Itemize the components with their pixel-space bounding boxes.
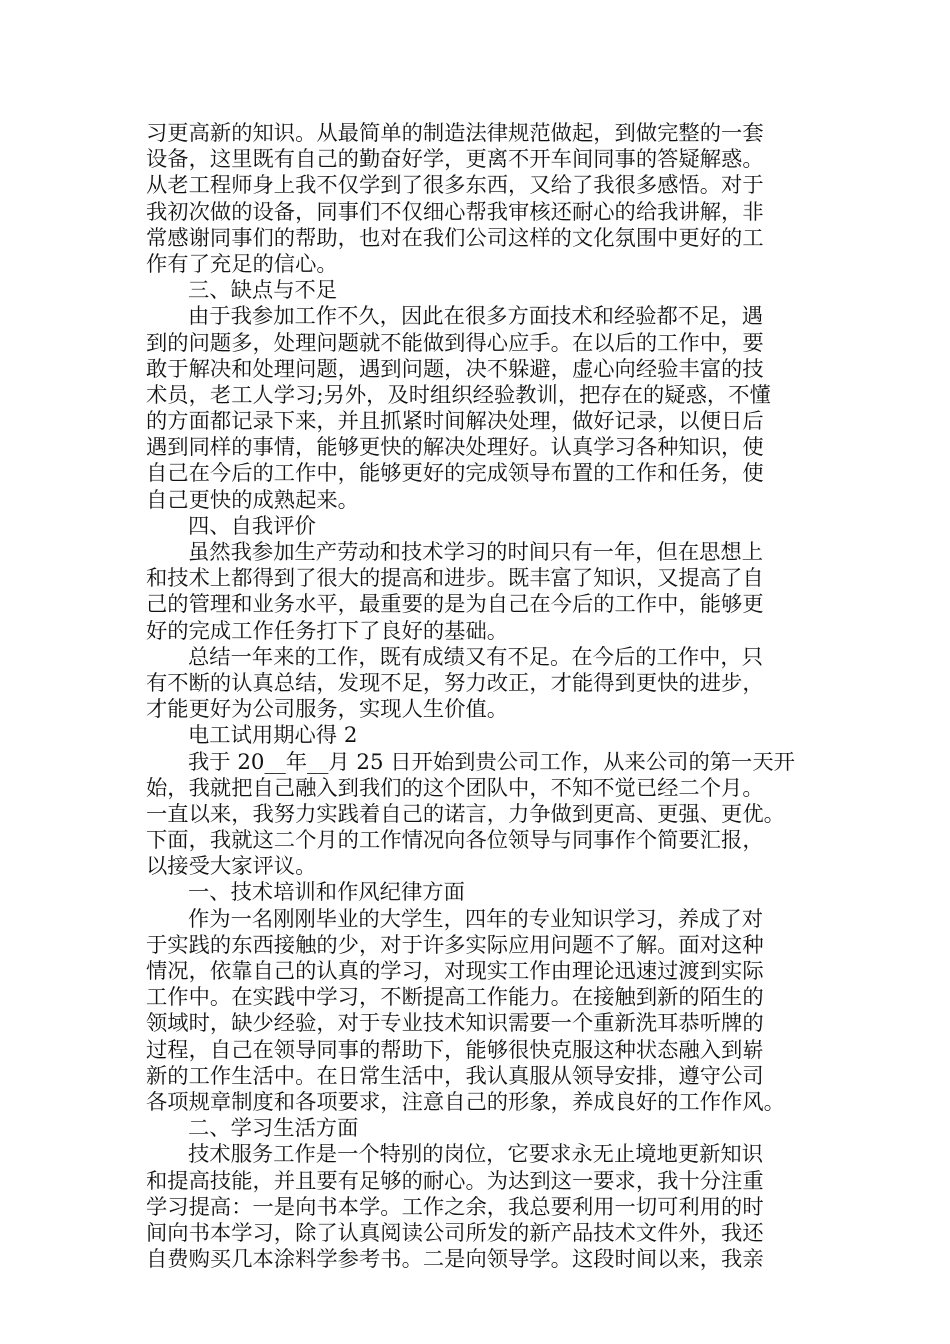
document-page (146, 121, 826, 1273)
text-line: 我于 20__年__月 25 日开始到贵公司工作，从来公司的第一天开 (188, 749, 795, 775)
text-line: 工作中。在实践中学习，不断提高工作能力。在接触到新的陌生的 (146, 985, 764, 1011)
text-line: 虽然我参加生产劳动和技术学习的时间只有一年，但在思想上 (188, 540, 764, 565)
text-line: 领域时，缺少经验，对于专业技术知识需要一个重新洗耳恭听牌的 (146, 1011, 764, 1037)
text-line: 过程，自己在领导同事的帮助下，能够很快克服这种状态融入到崭 (146, 1037, 764, 1063)
text-line: 有不断的认真总结，发现不足，努力改正，才能得到更快的进步， (146, 670, 764, 696)
text-line: 和技术上都得到了很大的提高和进步。既丰富了知识，又提高了自 (146, 566, 764, 592)
text-line: 好的完成工作任务打下了良好的基础。 (146, 618, 509, 644)
text-line: 于实践的东西接触的少，对于许多实际应用问题不了解。面对这种 (146, 932, 764, 958)
text-line: 由于我参加工作不久，因此在很多方面技术和经验都不足，遇 (188, 304, 764, 330)
text-line: 学习提高：一是向书本学。工作之余，我总要利用一切可利用的时 (146, 1194, 764, 1220)
section-heading: 三、缺点与不足 (188, 278, 338, 304)
text-line: 下面，我就这二个月的工作情况向各位领导与同事作个简要汇报， (146, 828, 764, 854)
text-line: 己的管理和业务水平，最重要的是为自己在今后的工作中，能够更 (146, 592, 764, 618)
text-line: 遇到同样的事情，能够更快的解决处理好。认真学习各种知识，使 (146, 435, 764, 461)
section-heading: 二、学习生活方面 (188, 1116, 359, 1142)
text-line: 自己在今后的工作中，能够更好的完成领导布置的工作和任务，使 (146, 461, 764, 487)
text-line: 以接受大家评议。 (146, 854, 317, 880)
text-line: 习更高新的知识。从最简单的制造法律规范做起，到做完整的一套 (146, 121, 764, 146)
section-heading: 四、自我评价 (188, 513, 316, 539)
text-line: 新的工作生活中。在日常生活中，我认真服从领导安排，遵守公司 (146, 1063, 764, 1089)
text-line: 术员，老工人学习;另外，及时组织经验教训，把存在的疑惑，不懂 (146, 382, 771, 408)
text-line: 和提高技能，并且要有足够的耐心。为达到这一要求，我十分注重 (146, 1168, 764, 1194)
text-line: 间向书本学习，除了认真阅读公司所发的新产品技术文件外，我还 (146, 1220, 764, 1246)
text-line: 才能更好为公司服务，实现人生价值。 (146, 697, 509, 723)
text-line: 总结一年来的工作，既有成绩又有不足。在今后的工作中，只 (188, 644, 764, 670)
text-line: 情况，依靠自己的认真的学习，对现实工作由理论迅速过渡到实际 (146, 959, 764, 984)
text-line: 常感谢同事们的帮助，也对在我们公司这样的文化氛围中更好的工 (146, 225, 764, 251)
text-line: 到的问题多，处理问题就不能做到得心应手。在以后的工作中，要 (146, 330, 764, 356)
text-line: 从老工程师身上我不仅学到了很多东西，又给了我很多感悟。对于 (146, 173, 764, 199)
text-line: 设备，这里既有自己的勤奋好学，更离不开车间同事的答疑解惑。 (146, 147, 764, 173)
text-line: 始，我就把自己融入到我们的这个团队中，不知不觉已经二个月。 (146, 775, 764, 801)
text-line: 一直以来，我努力实践着自己的诺言，力争做到更高、更强、更优。 (146, 801, 785, 827)
section-heading: 电工试用期心得 2 (188, 723, 358, 749)
text-line: 作有了充足的信心。 (146, 251, 338, 277)
text-line: 自费购买几本涂料学参考书。二是向领导学。这段时间以来，我亲 (146, 1247, 764, 1273)
text-line: 自己更快的成熟起来。 (146, 487, 359, 513)
text-line: 我初次做的设备，同事们不仅细心帮我审核还耐心的给我讲解，非 (146, 199, 764, 225)
section-heading: 一、技术培训和作风纪律方面 (188, 880, 465, 906)
text-line: 敢于解决和处理问题，遇到问题，决不躲避，虚心向经验丰富的技 (146, 356, 764, 382)
text-line: 技术服务工作是一个特别的岗位，它要求永无止境地更新知识 (188, 1142, 764, 1168)
text-line: 作为一名刚刚毕业的大学生，四年的专业知识学习，养成了对 (188, 906, 764, 932)
text-line: 的方面都记录下来，并且抓紧时间解决处理，做好记录，以便日后 (146, 409, 764, 435)
text-line: 各项规章制度和各项要求，注意自己的形象，养成良好的工作作风。 (146, 1089, 785, 1115)
